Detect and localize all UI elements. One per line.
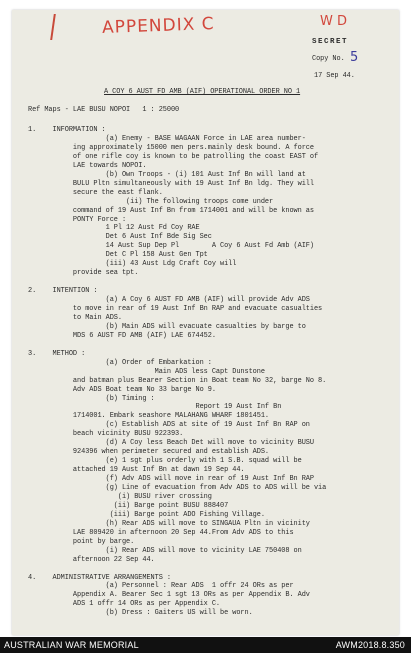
order-text-line: (a) A Coy 6 AUST FD AMB (AIF) will provide Adv ADS — [28, 296, 310, 305]
order-text-line: Det C Pl 158 Aust Gen Tpt — [28, 251, 208, 260]
order-text-line: (ii) Barge point BUSU 888407 — [28, 501, 229, 510]
order-text-line: (e) 1 sgt plus orderly with 1 S.B. squad will be — [28, 457, 302, 466]
order-text-line: MDS 6 AUST FD AMB (AIF) LAE 674452. — [28, 331, 216, 340]
order-text-line: of one rifle coy is known to be patrolling the coast EAST of — [28, 152, 319, 161]
order-text-line: and batman plus Bearer Section in Boat team No 32, barge No 8. — [28, 376, 327, 385]
order-text-line: (d) A Coy less Beach Det will move to vicinity BUSU — [28, 439, 314, 448]
reference-maps: Ref Maps - LAE BUSU NOPOI 1 : 25000 — [28, 106, 180, 114]
document-page — [12, 10, 399, 635]
order-text-line: 14 Aust Sup Dep Pl A Coy 6 Aust Fd Amb (AIF) — [28, 242, 314, 251]
order-text-line: 1 Pl 12 Aust Fd Coy RAE — [28, 224, 200, 233]
order-text-line: afternoon 22 Sep 44. — [28, 555, 155, 564]
order-text-line: (c) Establish ADS at site of 19 Aust Inf Bn RAP on — [28, 421, 310, 430]
order-text-line: (b) Main ADS will evacuate casualties by barge to — [28, 322, 306, 331]
order-text-line: 1. INFORMATION : — [28, 126, 106, 134]
order-text-line: (a) Personnel : Rear ADS 1 offr 24 ORs as per — [28, 582, 294, 591]
footer-accession-number: AWM2018.8.350 — [335, 640, 405, 650]
order-text-line: (a) Order of Embarkation : — [28, 358, 212, 367]
order-text-line: BULU Pltn simultaneously with 19 Aust Inf Bn ldg. They will — [28, 179, 314, 188]
order-text-line: (iii) Barge point ADO Fishing Village. — [28, 510, 265, 519]
order-text-line: 1714001. Embark seashore MALAHANG WHARF 1801451. — [28, 412, 270, 421]
order-text-line: to move in rear of 19 Aust Inf Bn RAP and evacuate casualties — [28, 305, 323, 313]
order-text-line: Det 6 Aust Inf Bde Sig Sec — [28, 233, 212, 242]
handwritten-copy-number: 5 — [350, 50, 359, 65]
handwritten-bracket-mark — [50, 14, 70, 40]
order-text-line: ing approximately 15000 men pers.mainly desk bound. A force — [28, 143, 314, 152]
order-text-line: (i) Rear ADS will move to vicinity LAE 750408 on — [28, 546, 302, 555]
order-text-line: (iii) 43 Aust Ldg Craft Coy will — [28, 260, 237, 269]
order-text-line: LAE towards NOPOI. — [28, 161, 147, 170]
order-text-line: (a) Enemy - BASE WAGAAN Force in LAE area number- — [28, 134, 306, 143]
order-text-line: (b) Own Troops - (i) 101 Aust Inf Bn will land at — [28, 170, 306, 179]
order-text-line: (b) Timing : — [28, 394, 155, 403]
order-text-line: 2. INTENTION : — [28, 287, 98, 296]
order-text-line: (h) Rear ADS will move to SINGAUA Pltn in vicinity — [28, 519, 310, 528]
order-text-line: secure the east flank. — [28, 188, 163, 197]
copy-label: Copy No. — [312, 55, 345, 63]
order-text-line: 3. METHOD : — [28, 349, 86, 358]
order-text-line: Adv ADS Boat team No 33 barge No 9. — [28, 385, 216, 394]
order-date: 17 Sep 44. — [314, 72, 355, 80]
order-text-line: PONTY Force : — [28, 215, 127, 224]
order-text-line: provide sea tpt. — [28, 269, 139, 278]
order-text-line: LAE 809420 in afternoon 20 Sep 44.From Adv ADS to this — [28, 528, 294, 537]
footer-bar — [0, 637, 411, 653]
order-text-line: (f) Adv ADS will move in rear of 19 Aust Inf Bn RAP — [28, 475, 314, 484]
order-text-line: (i) BUSU river crossing — [28, 492, 212, 501]
order-text-line: command of 19 Aust Inf Bn from 1714001 and will be known as — [28, 206, 314, 215]
order-text-line: 4. ADMINISTRATIVE ARRANGEMENTS : — [28, 573, 171, 582]
order-text-line: Appendix A. Bearer Sec 1 sgt 13 ORs as per Appendix B. Adv — [28, 591, 310, 600]
handwritten-appendix-note: APPENDIX C — [101, 14, 215, 38]
order-text-line: ADS 1 offr 14 ORs as per Appendix C. — [28, 600, 220, 609]
order-title: A COY 6 AUST FD AMB (AIF) OPERATIONAL ORDER NO 1 — [104, 88, 301, 96]
order-text-line: 924396 when perimeter secured and establish ADS. — [28, 448, 270, 457]
classification-label: SECRET — [312, 38, 349, 46]
order-text-line: (ii) The following troops come under — [28, 197, 274, 206]
order-text-line: beach vicinity BUSU 922393. — [28, 430, 184, 439]
order-text-line: to Main ADS. — [28, 313, 122, 322]
order-text-line: Main ADS less Capt Dunstone — [28, 367, 265, 376]
order-text-line: Report 19 Aust Inf Bn — [28, 403, 282, 412]
footer-institution: AUSTRALIAN WAR MEMORIAL — [4, 640, 139, 650]
handwritten-wd-note: W D — [320, 14, 347, 29]
order-text-line: (b) Dress : Gaiters US will be worn. — [28, 609, 253, 618]
order-text-line: (g) Line of evacuation from Adv ADS to ADS will be via — [28, 484, 327, 492]
order-text-line: attached 19 Aust Inf Bn at dawn 19 Sep 44. — [28, 466, 245, 475]
order-text-line: point by barge. — [28, 537, 135, 546]
